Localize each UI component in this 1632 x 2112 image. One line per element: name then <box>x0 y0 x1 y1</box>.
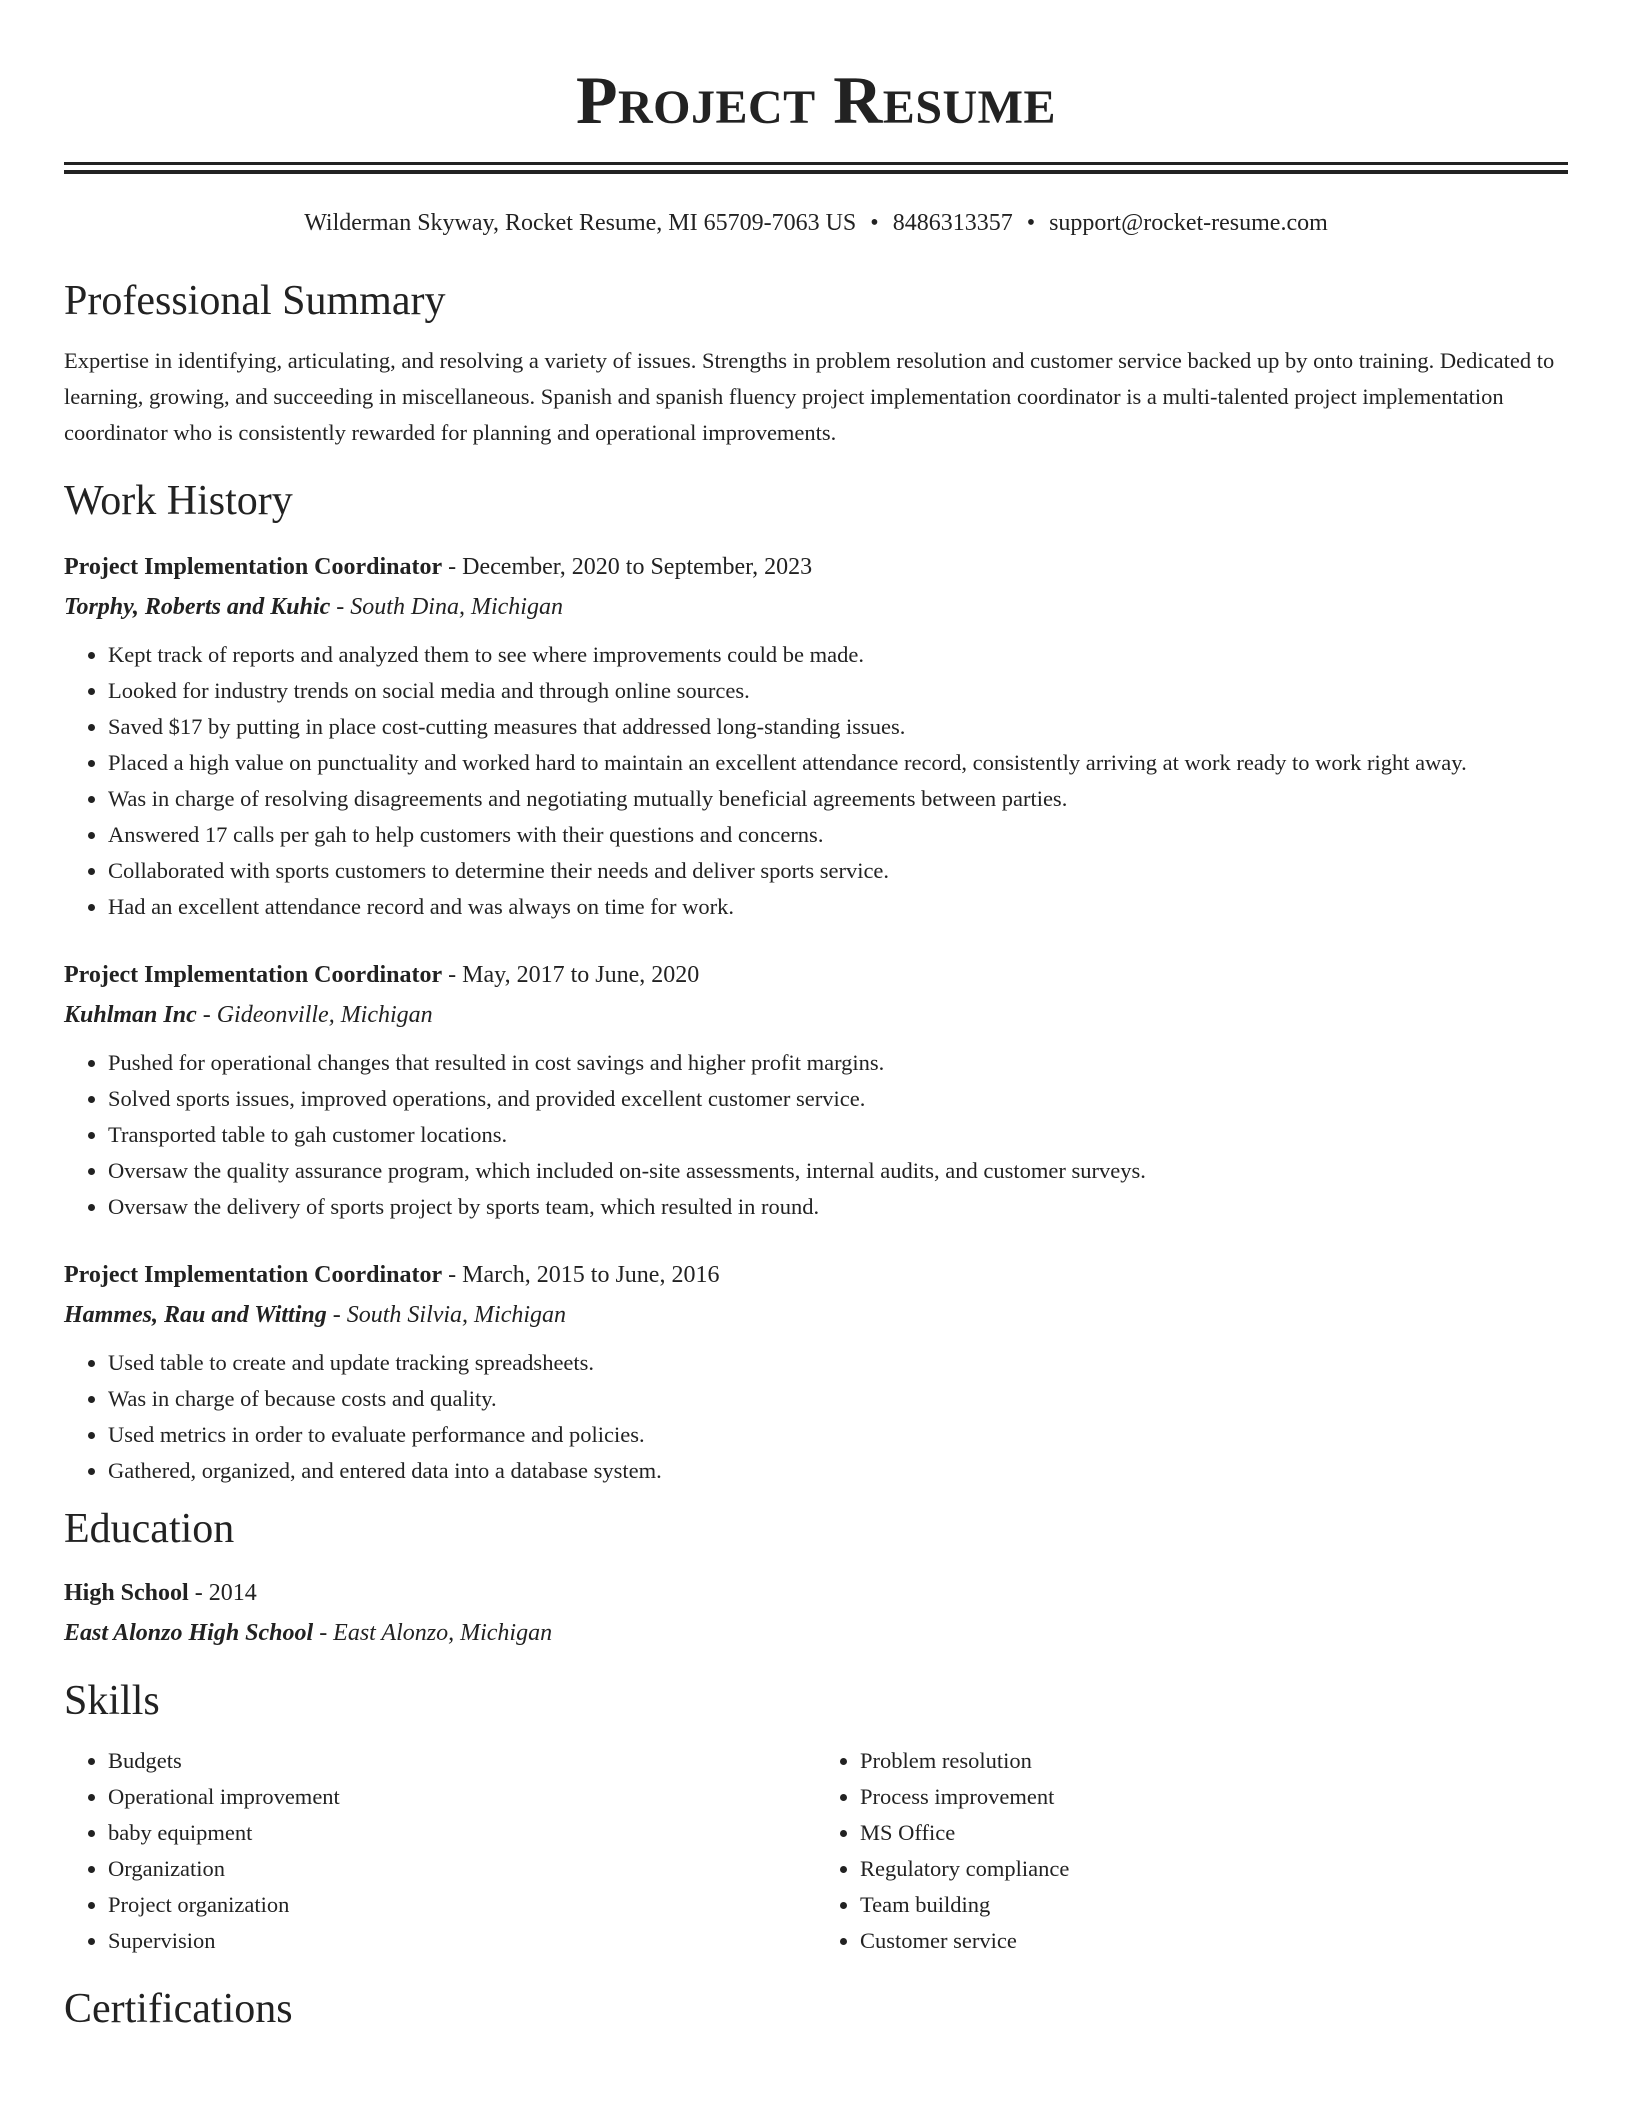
job-entry <box>64 955 1568 1225</box>
job-bullet: • Had an excellent attendance record and was always on time for work. <box>108 889 1568 925</box>
school-line <box>64 1613 1568 1653</box>
skill-item: • Team building <box>860 1887 1568 1923</box>
work-history-heading: Work History <box>64 478 293 524</box>
skill-item: • Supervision <box>108 1923 816 1959</box>
resume-title: Project Resume <box>575 62 1057 138</box>
contact-separator: • <box>1026 210 1036 236</box>
job-bullet: • Gathered, organized, and entered data into a database system. <box>108 1453 1568 1489</box>
contact-phone: 8486313357 <box>892 210 1013 236</box>
company-name: Hammes, Rau and Witting <box>64 1302 327 1328</box>
contact-separator: • <box>870 210 879 236</box>
company-name: Kuhlman Inc <box>64 1002 197 1028</box>
job-bullet: • Looked for industry trends on social media and through online sources. <box>108 673 1568 709</box>
job-bullet: • Pushed for operational changes that resulted in cost savings and higher profit margins. <box>108 1045 1568 1081</box>
company-location: - South Dina, Michigan <box>330 594 563 620</box>
company-line <box>64 995 1568 1035</box>
company-location: - South Silvia, Michigan <box>326 1302 567 1328</box>
skill-item: • Operational improvement <box>108 1779 816 1815</box>
degree: High School <box>64 1580 189 1606</box>
company-line <box>64 1295 1568 1335</box>
skill-item: • Project organization <box>108 1887 816 1923</box>
school-location: - East Alonzo, Michigan <box>313 1620 553 1646</box>
job-bullet: • Kept track of reports and analyzed them to see where improvements could be made. <box>108 637 1568 673</box>
job-dates: - March, 2015 to June, 2016 <box>442 1262 720 1288</box>
company-location: - Gideonville, Michigan <box>196 1002 433 1028</box>
job-title: Project Implementation Coordinator <box>64 1262 443 1288</box>
job-bullet: • Solved sports issues, improved operations, and provided excellent customer service. <box>108 1081 1568 1117</box>
title-divider <box>64 162 1568 174</box>
job-bullet: • Saved $17 by putting in place cost-cutting measures that addressed long-standing issues. <box>108 709 1568 745</box>
job-bullets <box>64 1045 1568 1225</box>
job-entry <box>64 1255 1568 1489</box>
skill-item: • Regulatory compliance <box>860 1851 1568 1887</box>
summary-heading: Professional Summary <box>64 278 446 324</box>
job-title-line <box>64 547 1568 587</box>
skill-item: • Organization <box>108 1851 816 1887</box>
education-heading: Education <box>64 1506 235 1552</box>
job-bullet: • Transported table to gah customer locations. <box>108 1117 1568 1153</box>
job-bullet: • Used table to create and update tracking spreadsheets. <box>108 1345 1568 1381</box>
job-bullet: • Used metrics in order to evaluate performance and policies. <box>108 1417 1568 1453</box>
skill-item: • Problem resolution <box>860 1743 1568 1779</box>
job-bullet: • Placed a high value on punctuality and worked hard to maintain an excellent attendance record, consistently arriving at work ready to work right away. <box>108 745 1568 781</box>
job-title: Project Implementation Coordinator <box>64 554 443 580</box>
job-dates: - December, 2020 to September, 2023 <box>442 554 813 580</box>
contact-address: Wilderman Skyway, Rocket Resume, MI 65709-7063 US <box>304 210 857 236</box>
skill-item: • MS Office <box>860 1815 1568 1851</box>
skill-item: • Budgets <box>108 1743 816 1779</box>
skills-column-right <box>816 1743 1568 1959</box>
job-title-line <box>64 1255 1568 1295</box>
skills-column-left <box>64 1743 816 1959</box>
job-bullets <box>64 1345 1568 1489</box>
skill-item: • Process improvement <box>860 1779 1568 1815</box>
job-title: Project Implementation Coordinator <box>64 962 443 988</box>
graduation-year: - 2014 <box>188 1580 257 1606</box>
summary-text: Expertise in identifying, articulating, and resolving a variety of issues. Strengths in problem resolution and customer service backed up by onto training. Dedicated to learning, growing, and succeeding in miscellaneous. Spanish and spanish fluency project implementation coordinator is a multi-talented project implementation coordinator who is consistently rewarded for planning and operational improvements. <box>64 348 1555 445</box>
skills-grid <box>64 1743 1568 1959</box>
job-bullets <box>64 637 1568 925</box>
job-dates: - May, 2017 to June, 2020 <box>442 962 700 988</box>
resume-page <box>64 0 1568 2035</box>
job-bullet: • Oversaw the delivery of sports project by sports team, which resulted in round. <box>108 1189 1568 1225</box>
contact-email: support@rocket-resume.com <box>1049 210 1328 236</box>
degree-line <box>64 1573 1568 1613</box>
job-bullet: • Collaborated with sports customers to determine their needs and deliver sports service. <box>108 853 1568 889</box>
company-name: Torphy, Roberts and Kuhic <box>64 594 331 620</box>
skills-heading: Skills <box>64 1678 160 1724</box>
education-entry <box>64 1573 1568 1653</box>
job-bullet: • Answered 17 calls per gah to help customers with their questions and concerns. <box>108 817 1568 853</box>
skill-item: • baby equipment <box>108 1815 816 1851</box>
certifications-heading: Certifications <box>64 1986 293 2032</box>
job-bullet: • Was in charge of because costs and quality. <box>108 1381 1568 1417</box>
contact-line <box>64 207 1568 239</box>
company-line <box>64 587 1568 627</box>
job-title-line <box>64 955 1568 995</box>
job-bullet: • Oversaw the quality assurance program, which included on-site assessments, internal audits, and customer surveys. <box>108 1153 1568 1189</box>
job-entry <box>64 547 1568 925</box>
job-bullet: • Was in charge of resolving disagreements and negotiating mutually beneficial agreements between parties. <box>108 781 1568 817</box>
school-name: East Alonzo High School <box>64 1620 314 1646</box>
skill-item: • Customer service <box>860 1923 1568 1959</box>
